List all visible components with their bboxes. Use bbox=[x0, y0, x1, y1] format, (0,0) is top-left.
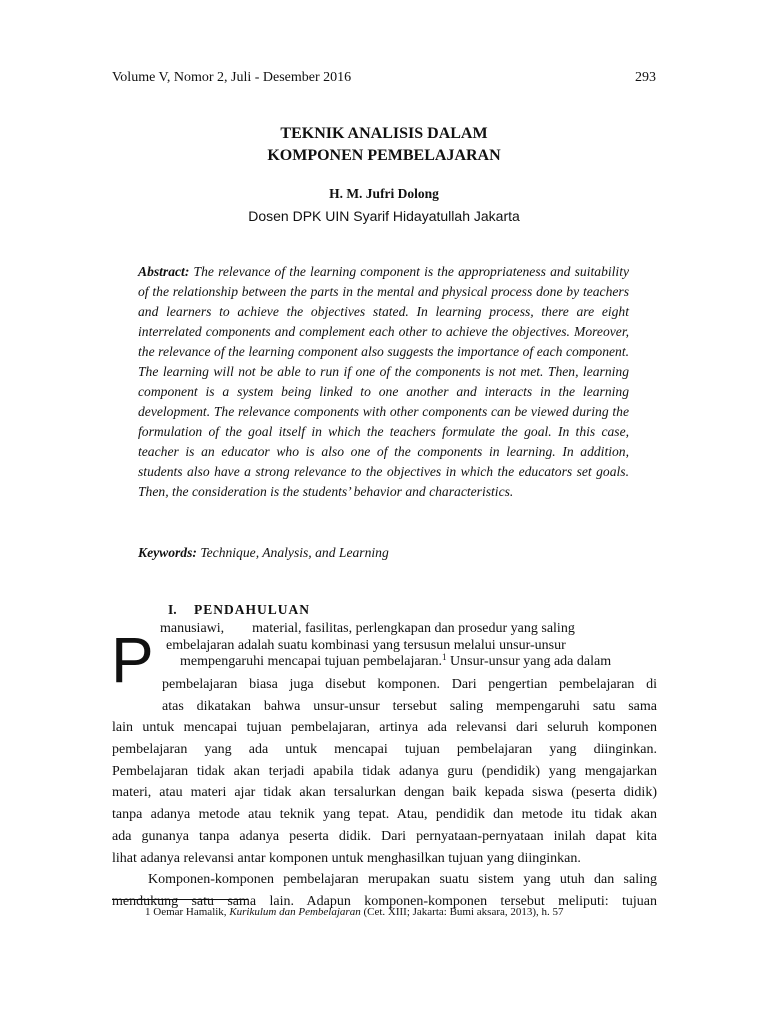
body-line: Komponen-komponen pembelajaran merupakan suatu sistem yang utuh dan saling bbox=[148, 872, 657, 887]
author-affiliation: Dosen DPK UIN Syarif Hidayatullah Jakarta bbox=[248, 208, 520, 224]
footnote-details: (Cet. XIII; Jakarta: Bumi aksara, 2013), h. 57 bbox=[363, 906, 564, 918]
footnote-number: 1 bbox=[145, 906, 151, 918]
body-line: manusiawi, material, fasilitas, perlengkapan dan prosedur yang saling bbox=[160, 621, 575, 636]
body-line: pembelajaran biasa juga disebut komponen. Dari pengertian pembelajaran di bbox=[162, 677, 657, 692]
title-line-1: TEKNIK ANALISIS DALAM bbox=[280, 125, 488, 142]
article-title bbox=[112, 123, 656, 167]
body-line: tanpa adanya metode atau teknik yang tepat. Atau, pendidik dan metode itu tidak akan bbox=[112, 807, 657, 822]
body-line: embelajaran adalah suatu kombinasi yang tersusun melalui unsur-unsur bbox=[166, 638, 566, 653]
section-number: I. bbox=[168, 602, 177, 617]
footnote-book-title: Kurikulum dan Pembelajaran bbox=[229, 906, 361, 918]
body-line: mempengaruhi mencapai tujuan pembelajaran.$^1$ Unsur-unsur yang ada dalam bbox=[180, 652, 612, 669]
footnote-author: Oemar Hamalik, bbox=[153, 906, 227, 918]
keywords-label: Keywords: bbox=[138, 545, 197, 560]
drop-cap: P bbox=[111, 624, 154, 696]
body-line: atas dikatakan bahwa unsur-unsur tersebut saling mempengaruhi satu sama bbox=[162, 699, 657, 714]
footnote bbox=[145, 906, 564, 918]
keywords bbox=[138, 545, 629, 561]
body-line: mendukung satu sama lain. Adapun komponen-komponen tersebut meliputi: tujuan bbox=[112, 894, 657, 909]
body-line: pembelajaran yang ada untuk mencapai tujuan pembelajaran yang diinginkan. bbox=[112, 742, 657, 757]
footnote-ref: 1 bbox=[442, 652, 447, 662]
keywords-text: Technique, Analysis, and Learning bbox=[200, 545, 389, 560]
abstract bbox=[138, 262, 629, 502]
author-name: H. M. Jufri Dolong bbox=[329, 186, 439, 201]
section-title: PENDAHULUAN bbox=[194, 602, 311, 617]
footnote-divider bbox=[112, 899, 248, 900]
abstract-label: Abstract: bbox=[138, 264, 190, 279]
body-line: materi, atau materi ajar tidak akan tersalurkan dengan baik kepada siswa (peserta didik) bbox=[112, 785, 657, 800]
body-line: ada gunanya tanpa adanya peserta didik. Dari pernyataan-pernyataan inilah dapat kita bbox=[112, 829, 657, 844]
body-line: lain untuk mencapai tujuan pembelajaran, artinya ada relevansi dari seluruh komponen bbox=[112, 720, 657, 735]
body-line: Pembelajaran tidak akan terjadi apabila tidak adanya guru (pendidik) yang mengajarkan bbox=[112, 764, 657, 779]
body-line: lihat adanya relevansi antar komponen untuk menghasilkan tujuan yang diinginkan. bbox=[112, 851, 581, 866]
title-line-2: KOMPONEN PEMBELAJARAN bbox=[267, 147, 501, 164]
abstract-text: The relevance of the learning component is the appropriateness and suitability of the relationship between the parts in the mental and physical process done by teachers and learners to achieve the objectives stated. In learning process, there are eight interrelated components and complement each other to achieve the objectives. Moreover, the relevance of the learning component also suggests the importance of each component. The learning will not be able to run if one of the components is not met. Then, learning component is a system being linked to one another and interacts in the learning development. The relevance components with other components can be viewed during the formulation of the goal itself in which the teachers formulate the goal. In this case, teacher is an educator who is also one of the components in learning. In addition, students also have a strong relevance to the objectives in which the educators set goals. Then, the consideration is the students’ behavior and characteristics. bbox=[138, 264, 630, 499]
journal-info: Volume V, Nomor 2, Juli - Desember 2016 bbox=[112, 70, 352, 85]
page-number: 293 bbox=[635, 70, 656, 85]
